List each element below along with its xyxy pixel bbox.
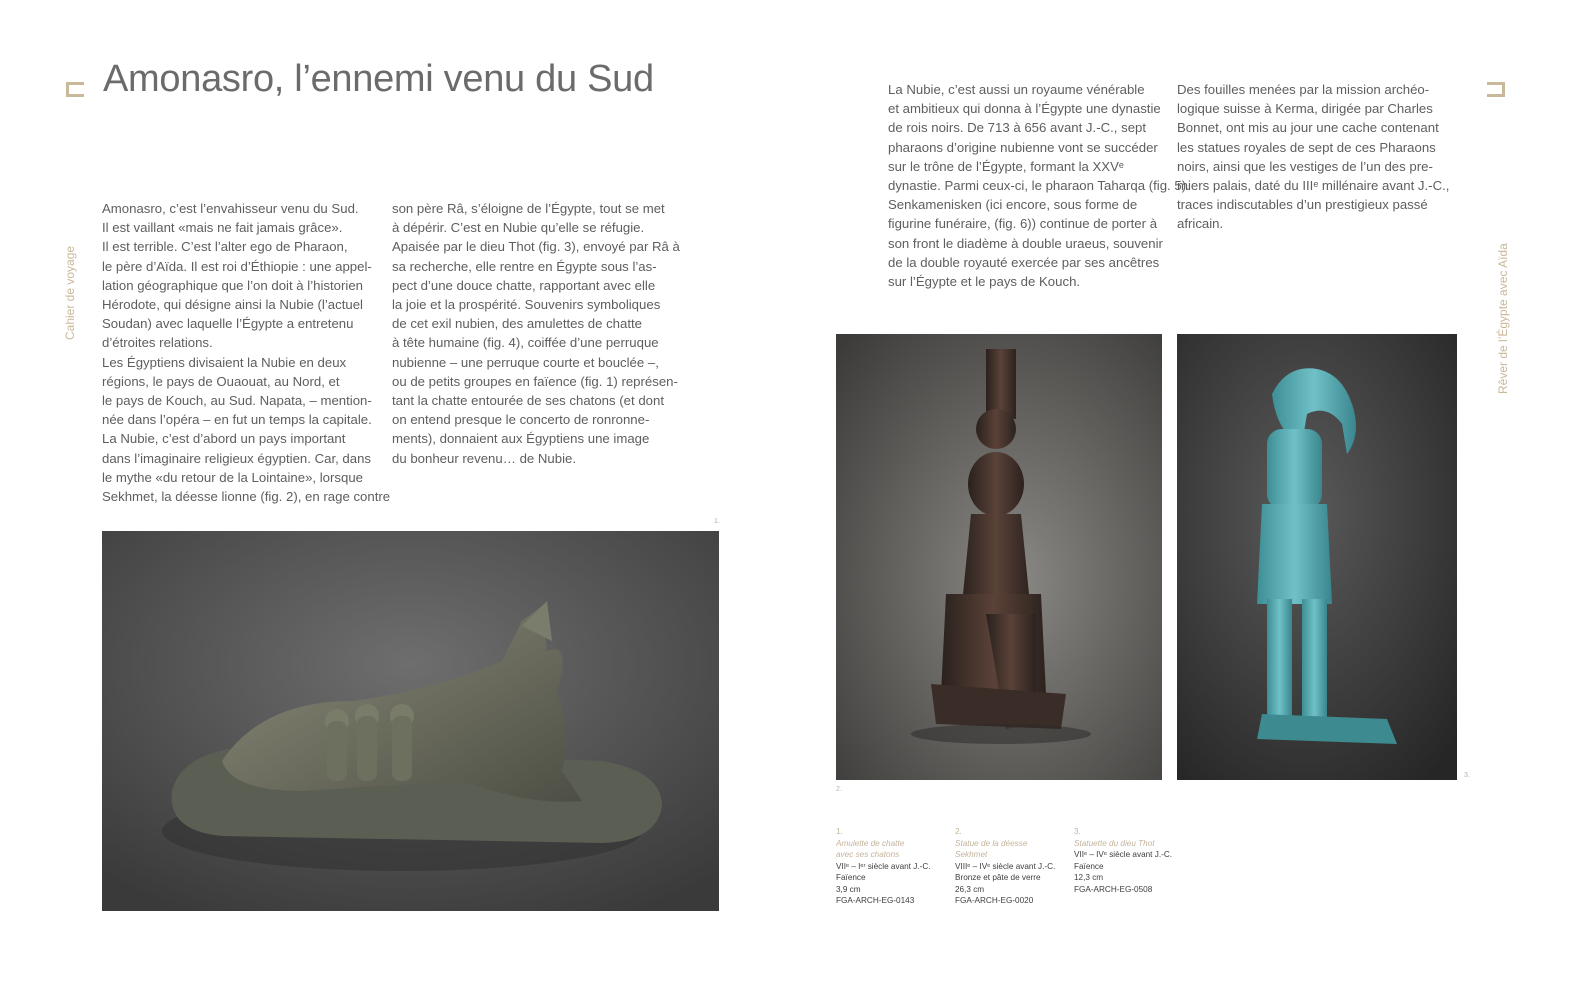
caption-material: Faïence	[1074, 861, 1104, 871]
caption-reference: FGA-ARCH-EG-0143	[836, 896, 915, 905]
text-line: d’étroites relations.	[102, 335, 213, 351]
text-line: figurine funéraire, (fig. 6)) continue de porter à	[888, 216, 1158, 232]
page-title: Amonasro, l’ennemi venu du Sud	[103, 58, 654, 100]
text-line: son front le diadème à double uraeus, souvenir	[888, 235, 1163, 251]
text-line: les statues royales de sept de ces Pharaons	[1177, 139, 1436, 155]
caption-number: 3.	[1074, 827, 1081, 836]
photo-sekhmet-statue	[836, 334, 1162, 780]
text-line: Il est vaillant «mais ne fait jamais grâce».	[102, 220, 343, 236]
text-line: La Nubie, c’est aussi un royaume vénérable	[888, 82, 1145, 97]
text-column-3	[888, 80, 1190, 291]
text-line: noirs, ainsi que les vestiges de l’un des pre-	[1177, 158, 1433, 174]
caption-reference: FGA-ARCH-EG-0020	[955, 896, 1034, 905]
text-line: ou de petits groupes en faïence (fig. 1) représen-	[392, 373, 678, 389]
text-line: nubienne – une perruque courte et bouclée –,	[392, 354, 659, 370]
text-line: du bonheur revenu… de Nubie.	[392, 450, 577, 466]
text-line: le mythe «du retour de la Lointaine», lorsque	[102, 469, 363, 485]
caption-3	[1074, 826, 1194, 895]
text-line: La Nubie, c’est d’abord un pays important	[102, 431, 346, 447]
text-line: de rois noirs. De 713 à 656 avant J.-C., sept	[888, 120, 1147, 136]
text-line: née dans l’opéra – en fut un temps la capitale.	[102, 412, 372, 428]
text-line: Amonasro, c’est l’envahisseur venu du Sud.	[102, 201, 359, 216]
text-line: son père Râ, s’éloigne de l’Égypte, tout se met	[392, 201, 665, 216]
left-bracket-ornament	[66, 82, 84, 97]
caption-1	[836, 826, 956, 907]
text-line: dynastie. Parmi ceux-ci, le pharaon Taharqa (fig. 5).	[888, 178, 1190, 194]
text-line: la joie et la prospérité. Souvenirs symboliques	[392, 297, 661, 313]
photo-number-2: 2.	[836, 786, 842, 793]
caption-date: VIIᵉ – IVᵉ siècle avant J.-C.	[1074, 850, 1173, 859]
text-line: Il est terrible. C’est l’alter ego de Pharaon,	[102, 239, 348, 255]
text-line: Sekhmet, la déesse lionne (fig. 2), en rage contre	[102, 489, 391, 505]
caption-size: 12,3 cm	[1074, 873, 1104, 882]
text-line: africain.	[1177, 216, 1224, 232]
text-line: Des fouilles menées par la mission archéo-	[1177, 82, 1430, 97]
text-line: on entend presque le concerto de ronronne-	[392, 412, 650, 428]
photo-cat-amulet	[102, 531, 719, 911]
text-column-4	[1177, 80, 1457, 234]
text-line: Les Égyptiens divisaient la Nubie en deux	[102, 354, 347, 370]
caption-title: Statuette du dieu Thot	[1074, 838, 1155, 848]
text-line: pharaons d’origine nubienne vont se succéder	[888, 139, 1158, 155]
running-head-left: Cahier de voyage	[63, 245, 77, 340]
text-line: à dépérir. C’est en Nubie qu’elle se réfugie.	[392, 220, 645, 236]
caption-title: Sekhmet	[955, 850, 988, 859]
caption-size: 3,9 cm	[836, 884, 861, 894]
text-line: ments), donnaient aux Égyptiens une image	[392, 431, 650, 447]
photo-number-1: 1.	[714, 518, 720, 525]
caption-title: avec ses chatons	[836, 850, 900, 859]
text-line: sur le trône de l’Égypte, formant la XXVᵉ	[888, 158, 1124, 174]
caption-date: VIIIᵉ – IVᵉ siècle avant J.-C.	[955, 861, 1056, 871]
text-line: à tête humaine (fig. 4), coiffée d’une perruque	[392, 335, 659, 351]
text-line: miers palais, daté du IIIᵉ millénaire avant J.-C.,	[1177, 178, 1450, 194]
caption-number: 2.	[955, 827, 962, 836]
text-line: régions, le pays de Ouaouat, au Nord, et	[102, 373, 340, 389]
caption-title: Amulette de chatte	[836, 838, 905, 848]
text-line: de la double royauté exercée par ses ancêtres	[888, 254, 1160, 270]
text-line: traces indiscutables d’un prestigieux passé	[1177, 197, 1428, 213]
caption-number: 1.	[836, 827, 843, 836]
photo-thoth-statuette	[1177, 334, 1457, 780]
text-column-2	[392, 199, 680, 468]
caption-date: VIIᵉ – Iᵉʳ siècle avant J.-C.	[836, 861, 931, 871]
text-line: Senkamenisken (ici encore, sous forme de	[888, 197, 1138, 213]
text-line: et ambitieux qui donna à l’Égypte une dynastie	[888, 101, 1161, 117]
text-line: Soudan) avec laquelle l’Égypte a entretenu	[102, 316, 354, 332]
caption-2	[955, 826, 1075, 907]
text-line: logique suisse à Kerma, dirigée par Charles	[1177, 101, 1433, 117]
text-line: dans l’imaginaire religieux égyptien. Car, dans	[102, 450, 372, 466]
caption-size: 26,3 cm	[955, 884, 985, 894]
text-line: sa recherche, elle rentre en Égypte sous l’as-	[392, 258, 657, 274]
text-line: Hérodote, qui désigne ainsi la Nubie (l’actuel	[102, 297, 363, 313]
text-line: Bonnet, ont mis au jour une cache contenant	[1177, 120, 1439, 136]
caption-material: Bronze et pâte de verre	[955, 873, 1041, 882]
caption-material: Faïence	[836, 873, 866, 882]
text-line: le pays de Kouch, au Sud. Napata, – mention-	[102, 393, 372, 409]
text-line: lation géographique que l’on doit à l’historien	[102, 277, 364, 293]
text-column-1	[102, 199, 391, 506]
caption-reference: FGA-ARCH-EG-0508	[1074, 884, 1153, 894]
running-head-right: Rêver de l’Égypte avec Aïda	[1496, 243, 1510, 394]
photo-number-3: 3.	[1464, 772, 1470, 779]
text-line: de cet exil nubien, des amulettes de chatte	[392, 316, 642, 332]
caption-title: Statue de la déesse	[955, 838, 1028, 848]
right-bracket-ornament	[1487, 82, 1505, 97]
text-line: tant la chatte entourée de ses chatons (et dont	[392, 393, 664, 409]
text-line: pect d’une douce chatte, rapportant avec elle	[392, 277, 656, 293]
text-line: Apaisée par le dieu Thot (fig. 3), envoyé par Râ à	[392, 239, 680, 255]
text-line: le père d’Aïda. Il est roi d’Éthiopie : une appel-	[102, 258, 372, 274]
text-line: sur l’Égypte et le pays de Kouch.	[888, 274, 1081, 290]
